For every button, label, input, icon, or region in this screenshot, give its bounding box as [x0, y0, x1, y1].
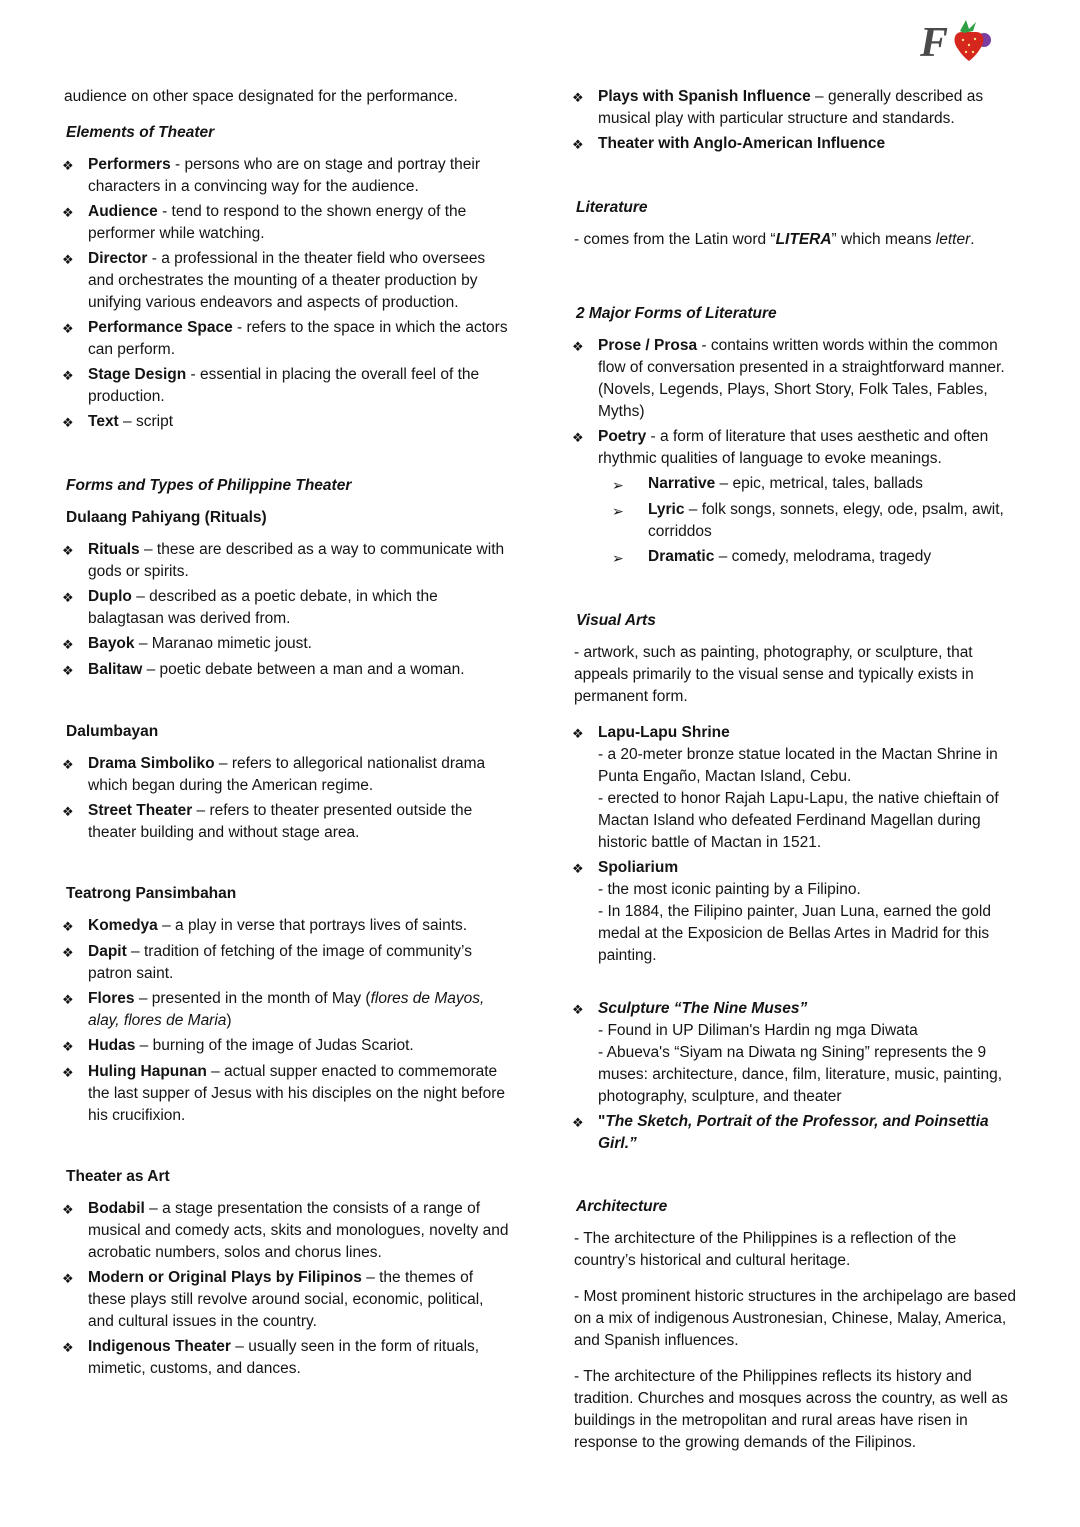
text-run: – poetic debate between a man and a woman.: [142, 661, 465, 678]
list-item: [62, 659, 512, 682]
text-run: ” which means: [831, 231, 936, 248]
diamond-bullet-icon: ❖: [62, 804, 74, 819]
text-run: – burning of the image of Judas Scariot.: [135, 1037, 414, 1054]
section-heading: [62, 883, 512, 905]
paragraph: [572, 1366, 1022, 1454]
text-run: – script: [118, 413, 173, 430]
diamond-bullet-icon: ❖: [572, 430, 584, 445]
text-run: Poetry: [598, 428, 647, 445]
text-run: Flores: [88, 990, 135, 1007]
text-run: Literature: [576, 199, 648, 216]
diamond-bullet-icon: ❖: [572, 339, 584, 354]
list-item-text: [598, 426, 1022, 470]
section-heading: [62, 721, 512, 743]
list-item: [62, 154, 512, 198]
paragraph: [62, 86, 512, 108]
text-run: – refers to allegorical nationalist drama which began during the American regime.: [88, 755, 486, 794]
text-run: Narrative: [648, 475, 716, 492]
list-item: [62, 1267, 512, 1333]
text-run: Dalumbayan: [66, 723, 159, 740]
diamond-bullet-icon: ❖: [62, 945, 74, 960]
text-run: Lyric: [648, 501, 685, 518]
strawberry-icon: [955, 20, 984, 61]
text-run: Dulaang Pahiyang (Rituals): [66, 509, 267, 526]
text-run: Prose / Prosa: [598, 337, 698, 354]
text-run: Elements of Theater: [66, 124, 215, 141]
text-run: Text: [88, 413, 119, 430]
text-run: Performers: [88, 156, 171, 173]
text-run: .: [970, 231, 975, 248]
list-item-text: [88, 1198, 512, 1264]
list-item: [572, 133, 1022, 156]
list-item: [572, 998, 1022, 1108]
list-item: [62, 988, 512, 1032]
text-run: – a play in verse that portrays lives of saints.: [157, 917, 468, 934]
text-run: Street Theater: [88, 802, 193, 819]
list-item-text: [88, 201, 512, 245]
list-item: [62, 1035, 512, 1058]
list-item-text: [88, 364, 512, 408]
text-run: - comes from the Latin word “: [574, 231, 776, 248]
text-run: Audience: [88, 203, 158, 220]
list-item: [62, 753, 512, 797]
text-run: Director: [88, 250, 148, 267]
list-item-text: [88, 753, 512, 797]
text-run: Spoliarium: [598, 859, 679, 876]
diamond-bullet-icon: ❖: [62, 205, 74, 220]
list-item: [62, 411, 512, 434]
paragraph: [572, 1286, 1022, 1352]
section-gap: [572, 159, 1022, 187]
text-run: – usually seen in the form of rituals, mimetic, customs, and dances.: [88, 1338, 480, 1377]
text-run: - In 1884, the Filipino painter, Juan Luna, earned the gold medal at the Exposicion de Bellas Artes in Madrid for this painting.: [598, 903, 991, 964]
text-run: letter: [935, 231, 971, 248]
text-run: ): [226, 1012, 232, 1029]
diamond-bullet-icon: ❖: [62, 1039, 74, 1054]
text-run: Komedya: [88, 917, 158, 934]
text-run: Sculpture “: [598, 1000, 682, 1017]
logo-letter: F: [920, 20, 949, 66]
diamond-bullet-icon: ❖: [62, 1065, 74, 1080]
list-item: [572, 1111, 1022, 1155]
list-item-text: [88, 659, 512, 682]
diamond-bullet-icon: ❖: [62, 368, 74, 383]
text-run: - The architecture of the Philippines is a reflection of the country’s historical and cultural heritage.: [574, 1230, 957, 1269]
section-gap: [572, 1158, 1022, 1186]
diamond-bullet-icon: ❖: [62, 252, 74, 267]
list-item-text: [88, 1061, 512, 1127]
text-run: Lapu-Lapu Shrine: [598, 724, 730, 741]
section-heading: [62, 507, 512, 529]
text-run: The Sketch, Portrait of the Professor, and Poinsettia Girl.”: [598, 1113, 989, 1152]
text-run: - a 20-meter bronze statue located in the Mactan Shrine in Punta Engaño, Mactan Island, Cebu.: [598, 746, 998, 785]
section-gap: [572, 265, 1022, 293]
list-item-text: [88, 411, 512, 434]
list-item-text: [88, 915, 512, 938]
list-item: [62, 800, 512, 844]
list-item: [572, 86, 1022, 130]
text-run: - a form of literature that uses aesthetic and often rhythmic qualities of language to evoke meanings.: [598, 428, 989, 467]
list-item-text: [88, 800, 512, 844]
list-item-text: [598, 335, 1022, 423]
paragraph: [572, 1228, 1022, 1272]
diamond-bullet-icon: ❖: [62, 1340, 74, 1355]
list-item-text: [598, 722, 1022, 854]
text-run: flores de Mayos, alay, flores de Maria: [88, 990, 485, 1029]
text-run: 2 Major Forms of Literature: [576, 305, 777, 322]
text-run: – folk songs, sonnets, elegy, ode, psalm, awit, corriddos: [648, 501, 1004, 540]
text-run: Indigenous Theater: [88, 1338, 231, 1355]
diamond-bullet-icon: ❖: [572, 726, 584, 741]
text-run: - essential in placing the overall feel of the production.: [88, 366, 480, 405]
list-item: [572, 857, 1022, 967]
diamond-bullet-icon: ❖: [62, 590, 74, 605]
list-item: [572, 722, 1022, 854]
list-item-text: [88, 1336, 512, 1380]
text-run: - The architecture of the Philippines reflects its history and tradition. Churches and mosques across the country, as well as buildings in the metropolitan and rural areas have risen in response to the growing demands of the Filipinos.: [574, 1368, 1008, 1451]
list-item-text: [88, 941, 512, 985]
section-gap: [572, 970, 1022, 998]
list-item: [62, 539, 512, 583]
paragraph: [572, 229, 1022, 251]
list-item: [62, 1061, 512, 1127]
list-item-text: [88, 317, 512, 361]
section-heading-italic: [572, 1196, 1022, 1218]
text-run: - Abueva's “Siyam na Diwata ng Sining” represents the 9 muses: architecture, dance, film, literature, music, painting, photography, sculpture, and theater: [598, 1044, 1003, 1105]
text-run: - the most iconic painting by a Filipino.: [598, 881, 861, 898]
diamond-bullet-icon: ❖: [62, 321, 74, 336]
brand-logo: [918, 16, 996, 66]
list-item-text: [598, 86, 1022, 130]
text-run: Stage Design: [88, 366, 187, 383]
arrow-bullet-icon: ➢: [612, 550, 624, 566]
text-run: – the themes of these plays still revolve around social, economic, political, and cultural issues in the country.: [88, 1269, 484, 1330]
text-run: - Most prominent historic structures in the archipelago are based on a mix of indigenous Austronesian, Chinese, Malay, America, and Spanish influences.: [574, 1288, 1016, 1349]
list-item: [572, 426, 1022, 470]
text-run: Duplo: [88, 588, 132, 605]
text-run: ”: [799, 1000, 808, 1017]
list-item-text: [88, 154, 512, 198]
list-item-text: [598, 998, 1022, 1108]
list-item-text: [88, 1267, 512, 1333]
diamond-bullet-icon: ❖: [62, 543, 74, 558]
text-run: - erected to honor Rajah Lapu-Lapu, the native chieftain of Mactan Island who defeated Ferdinand Magellan during historic battle of Mactan in 1521.: [598, 790, 999, 851]
arrow-bullet-icon: ➢: [612, 477, 624, 493]
section-gap: [62, 685, 512, 713]
sub-list-item: [572, 473, 1022, 496]
section-gap: [62, 437, 512, 465]
list-item-text: [88, 1035, 512, 1058]
list-item: [62, 586, 512, 630]
text-run: - persons who are on stage and portray their characters in a convincing way for the audience.: [88, 156, 481, 195]
list-item-text: [88, 248, 512, 314]
text-run: The Nine Muses: [681, 1000, 800, 1017]
diamond-bullet-icon: ❖: [62, 992, 74, 1007]
text-run: – actual supper enacted to commemorate the last supper of Jesus with his disciples on the night before his crucifixion.: [88, 1063, 506, 1124]
text-run: - Found in UP Diliman's Hardin ng mga Diwata: [598, 1022, 918, 1039]
list-item-text: [598, 1111, 1022, 1155]
list-item-text: [648, 546, 1022, 569]
list-item-text: [88, 586, 512, 630]
section-heading-italic: [572, 197, 1022, 219]
diamond-bullet-icon: ❖: [572, 90, 584, 105]
list-item-text: [648, 473, 1022, 496]
text-run: Dramatic: [648, 548, 715, 565]
text-run: – these are described as a way to communicate with gods or spirits.: [88, 541, 505, 580]
list-item-text: [648, 499, 1022, 543]
diamond-bullet-icon: ❖: [62, 158, 74, 173]
text-run: Modern or Original Plays by Filipinos: [88, 1269, 362, 1286]
list-item-text: [598, 857, 1022, 967]
text-run: Rituals: [88, 541, 140, 558]
list-item: [62, 633, 512, 656]
text-run: – tradition of fetching of the image of community’s patron saint.: [88, 943, 472, 982]
list-item-text: [88, 633, 512, 656]
right-column: [572, 86, 1022, 1468]
left-column: [62, 86, 512, 1468]
section-heading: [62, 1166, 512, 1188]
diamond-bullet-icon: ❖: [62, 637, 74, 652]
text-run: Huling Hapunan: [88, 1063, 207, 1080]
paragraph: [572, 642, 1022, 708]
list-item: [62, 915, 512, 938]
section-gap: [62, 1130, 512, 1158]
diamond-bullet-icon: ❖: [62, 663, 74, 678]
text-run: ": [598, 1113, 606, 1130]
section-gap: [62, 847, 512, 875]
text-run: – refers to theater presented outside the theater building and without stage area.: [88, 802, 473, 841]
text-run: Balitaw: [88, 661, 143, 678]
text-run: LITERA: [775, 231, 832, 248]
text-run: – a stage presentation the consists of a range of musical and comedy acts, skits and monologues, novelty and acrobatic numbers, solos and chorus lines.: [88, 1200, 509, 1261]
diamond-bullet-icon: ❖: [572, 861, 584, 876]
diamond-bullet-icon: ❖: [62, 415, 74, 430]
diamond-bullet-icon: ❖: [572, 137, 584, 152]
section-heading-italic: [62, 475, 512, 497]
text-run: – comedy, melodrama, tragedy: [714, 548, 932, 565]
text-run: Theater as Art: [66, 1168, 170, 1185]
text-run: – described as a poetic debate, in which the balagtasan was derived from.: [88, 588, 438, 627]
section-gap: [572, 572, 1022, 600]
text-run: - a professional in the theater field who oversees and orchestrates the mounting of a theater production by unifying various endeavors and aspects of production.: [88, 250, 486, 311]
diamond-bullet-icon: ❖: [572, 1115, 584, 1130]
two-column-layout: [62, 86, 1022, 1468]
text-run: Bodabil: [88, 1200, 145, 1217]
diamond-bullet-icon: ❖: [572, 1002, 584, 1017]
list-item-text: [88, 539, 512, 583]
list-item: [62, 364, 512, 408]
sub-list-item: [572, 546, 1022, 569]
text-run: Plays with Spanish Influence: [598, 88, 811, 105]
strawberry-logo-graphic: [918, 16, 996, 66]
section-heading-italic: [572, 303, 1022, 325]
section-heading-italic: [62, 122, 512, 144]
text-run: – presented in the month of May (: [134, 990, 371, 1007]
text-run: - refers to the space in which the actors can perform.: [88, 319, 508, 358]
text-run: audience on other space designated for the performance.: [64, 88, 458, 105]
list-item: [62, 1198, 512, 1264]
diamond-bullet-icon: ❖: [62, 919, 74, 934]
text-run: - tend to respond to the shown energy of the performer while watching.: [88, 203, 467, 242]
text-run: Bayok: [88, 635, 135, 652]
text-run: Teatrong Pansimbahan: [66, 885, 237, 902]
arrow-bullet-icon: ➢: [612, 503, 624, 519]
list-item: [62, 1336, 512, 1380]
text-run: - contains written words within the common flow of conversation presented in a straightforward manner. (Novels, Legends, Plays, Short Story, Folk Tales, Fables, Myths): [598, 337, 1005, 420]
list-item: [62, 941, 512, 985]
sub-list-item: [572, 499, 1022, 543]
diamond-bullet-icon: ❖: [62, 1271, 74, 1286]
text-run: - artwork, such as painting, photography, or sculpture, that appeals primarily to the visual sense and typically exists in permanent form.: [574, 644, 974, 705]
text-run: – epic, metrical, tales, ballads: [715, 475, 923, 492]
text-run: Visual Arts: [576, 612, 656, 629]
list-item-text: [88, 988, 512, 1032]
diamond-bullet-icon: ❖: [62, 757, 74, 772]
text-run: Hudas: [88, 1037, 136, 1054]
list-item: [62, 248, 512, 314]
text-run: Architecture: [576, 1198, 668, 1215]
list-item-text: [598, 133, 1022, 156]
list-item: [62, 201, 512, 245]
text-run: Performance Space: [88, 319, 233, 336]
list-item: [62, 317, 512, 361]
section-heading-italic: [572, 610, 1022, 632]
text-run: Forms and Types of Philippine Theater: [66, 477, 352, 494]
list-item: [572, 335, 1022, 423]
text-run: – Maranao mimetic joust.: [134, 635, 312, 652]
diamond-bullet-icon: ❖: [62, 1202, 74, 1217]
text-run: Dapit: [88, 943, 127, 960]
text-run: Drama Simboliko: [88, 755, 215, 772]
text-run: Theater with Anglo-American Influence: [598, 135, 886, 152]
text-run: – generally described as musical play with particular structure and standards.: [598, 88, 984, 127]
